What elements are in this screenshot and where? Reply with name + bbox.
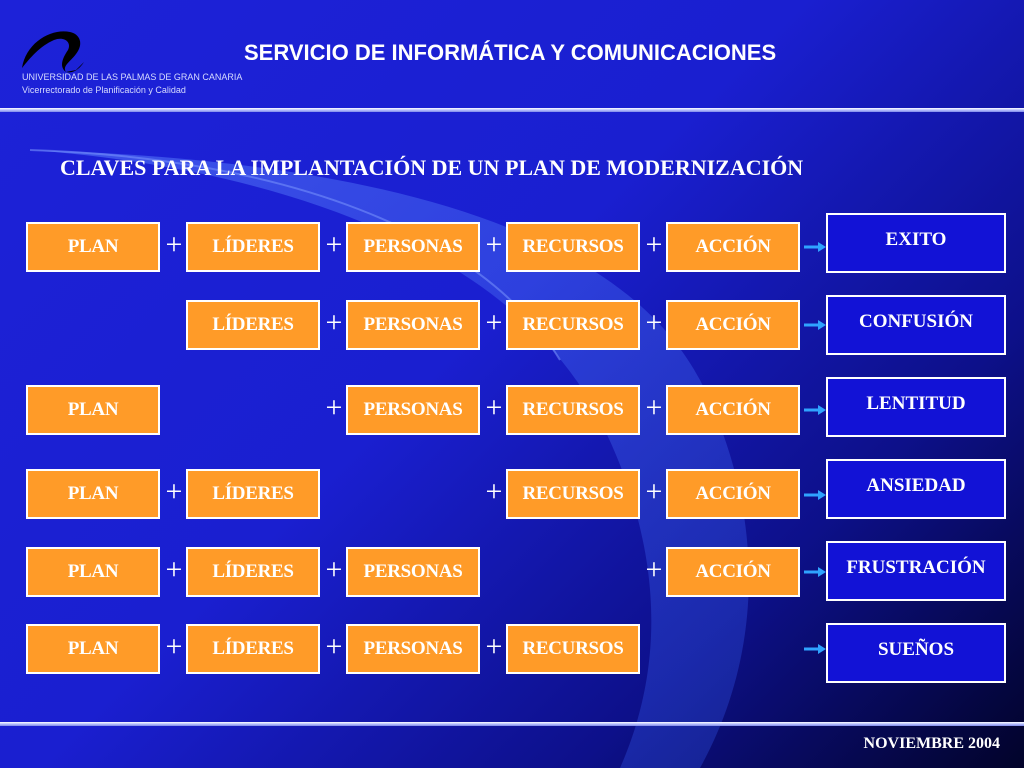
plus-sign: + — [165, 630, 183, 663]
plus-sign: + — [645, 553, 663, 586]
factor-box-recursos: RECURSOS — [506, 624, 640, 674]
header-title: SERVICIO DE INFORMÁTICA Y COMUNICACIONES — [244, 40, 777, 65]
plus-sign: + — [485, 630, 503, 663]
factor-box-plan: PLAN — [26, 222, 160, 272]
plus-sign: + — [485, 306, 503, 339]
plus-sign: + — [645, 306, 663, 339]
factor-box-personas: PERSONAS — [346, 222, 480, 272]
plus-sign: + — [485, 475, 503, 508]
result-box: EXITO — [826, 213, 1006, 273]
factor-box-recursos: RECURSOS — [506, 385, 640, 435]
factor-box-lideres: LÍDERES — [186, 469, 320, 519]
plus-sign: + — [325, 553, 343, 586]
factor-box-accion: ACCIÓN — [666, 547, 800, 597]
plus-sign: + — [485, 228, 503, 261]
plus-sign: + — [325, 630, 343, 663]
factor-box-lideres: LÍDERES — [186, 547, 320, 597]
factor-box-plan: PLAN — [26, 624, 160, 674]
result-box: LENTITUD — [826, 377, 1006, 437]
plus-sign: + — [645, 391, 663, 424]
factor-box-personas: PERSONAS — [346, 300, 480, 350]
right-arrow-icon — [804, 490, 826, 500]
right-arrow-icon — [804, 405, 826, 415]
factor-box-recursos: RECURSOS — [506, 469, 640, 519]
logo-department-name: Vicerrectorado de Planificación y Calidad — [22, 85, 186, 95]
plus-sign: + — [325, 391, 343, 424]
right-arrow-icon — [804, 242, 826, 252]
factor-box-plan: PLAN — [26, 469, 160, 519]
footer-divider — [0, 722, 1024, 726]
factor-box-lideres: LÍDERES — [186, 222, 320, 272]
right-arrow-icon — [804, 567, 826, 577]
plus-sign: + — [485, 391, 503, 424]
plus-sign: + — [645, 475, 663, 508]
factor-box-personas: PERSONAS — [346, 547, 480, 597]
factor-box-accion: ACCIÓN — [666, 385, 800, 435]
footer-date: NOVIEMBRE 2004 — [863, 735, 1000, 752]
plus-sign: + — [165, 553, 183, 586]
result-box: SUEÑOS — [826, 623, 1006, 683]
factor-box-personas: PERSONAS — [346, 385, 480, 435]
right-arrow-icon — [804, 320, 826, 330]
factor-box-lideres: LÍDERES — [186, 624, 320, 674]
plus-sign: + — [325, 306, 343, 339]
result-box: CONFUSIÓN — [826, 295, 1006, 355]
factor-box-accion: ACCIÓN — [666, 469, 800, 519]
result-box: FRUSTRACIÓN — [826, 541, 1006, 601]
plus-sign: + — [165, 475, 183, 508]
header-divider — [0, 108, 1024, 112]
factor-box-accion: ACCIÓN — [666, 222, 800, 272]
factor-box-accion: ACCIÓN — [666, 300, 800, 350]
factor-box-recursos: RECURSOS — [506, 300, 640, 350]
factor-box-plan: PLAN — [26, 547, 160, 597]
right-arrow-icon — [804, 644, 826, 654]
plus-sign: + — [645, 228, 663, 261]
logo-university-name: UNIVERSIDAD DE LAS PALMAS DE GRAN CANARIA — [22, 72, 243, 82]
slide-title: CLAVES PARA LA IMPLANTACIÓN DE UN PLAN DE MODERNIZACIÓN — [60, 155, 804, 180]
plus-sign: + — [325, 228, 343, 261]
factor-box-recursos: RECURSOS — [506, 222, 640, 272]
factor-box-lideres: LÍDERES — [186, 300, 320, 350]
factor-box-plan: PLAN — [26, 385, 160, 435]
plus-sign: + — [165, 228, 183, 261]
factor-box-personas: PERSONAS — [346, 624, 480, 674]
result-box: ANSIEDAD — [826, 459, 1006, 519]
